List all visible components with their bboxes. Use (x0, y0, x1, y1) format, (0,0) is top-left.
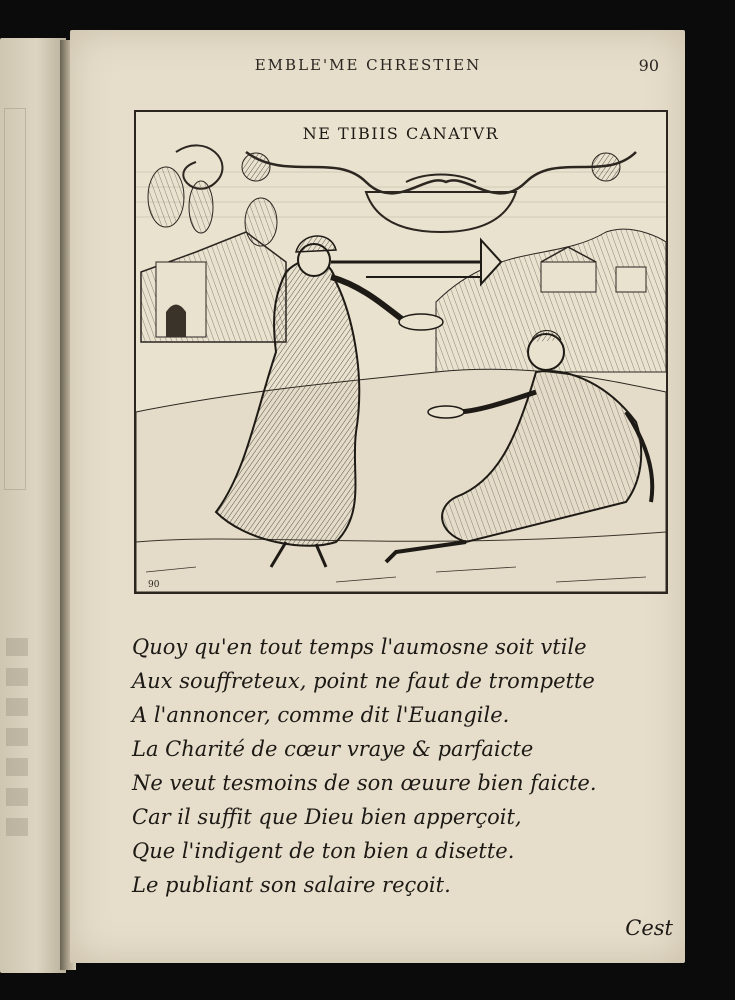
engraving-motto: NE TIBIIS CANATVR (302, 124, 500, 143)
plate-number: 90 (148, 580, 160, 590)
left-facing-page (0, 38, 66, 973)
page (70, 30, 685, 963)
poem-line: La Charité de cœur vraye & parfaicte (132, 737, 534, 761)
bleed-through-text (6, 638, 28, 838)
running-title: EMBLE'ME CHRESTIEN (254, 56, 482, 74)
poem-line: Aux souffreteux, point ne faut de trompette (132, 669, 595, 693)
engraving-trumpeter-and-beggar-icon (136, 112, 666, 592)
poem-line: Le publiant son salaire reçoit. (132, 873, 451, 897)
poem-line: Que l'indigent de ton bien a disette. (132, 839, 515, 863)
engraving-plate (134, 110, 668, 594)
poem (132, 630, 652, 902)
poem-line: A l'annoncer, comme dit l'Euangile. (132, 703, 510, 727)
poem-line: Quoy qu'en tout temps l'aumosne soit vtile (132, 635, 587, 659)
bleed-through-frame (4, 108, 26, 490)
poem-line: Ne veut tesmoins de son œuure bien faicte. (132, 771, 597, 795)
page-number: 90 (638, 56, 659, 75)
poem-line: Car il suffit que Dieu bien apperçoit, (132, 805, 522, 829)
catchword: Cest (625, 916, 673, 940)
